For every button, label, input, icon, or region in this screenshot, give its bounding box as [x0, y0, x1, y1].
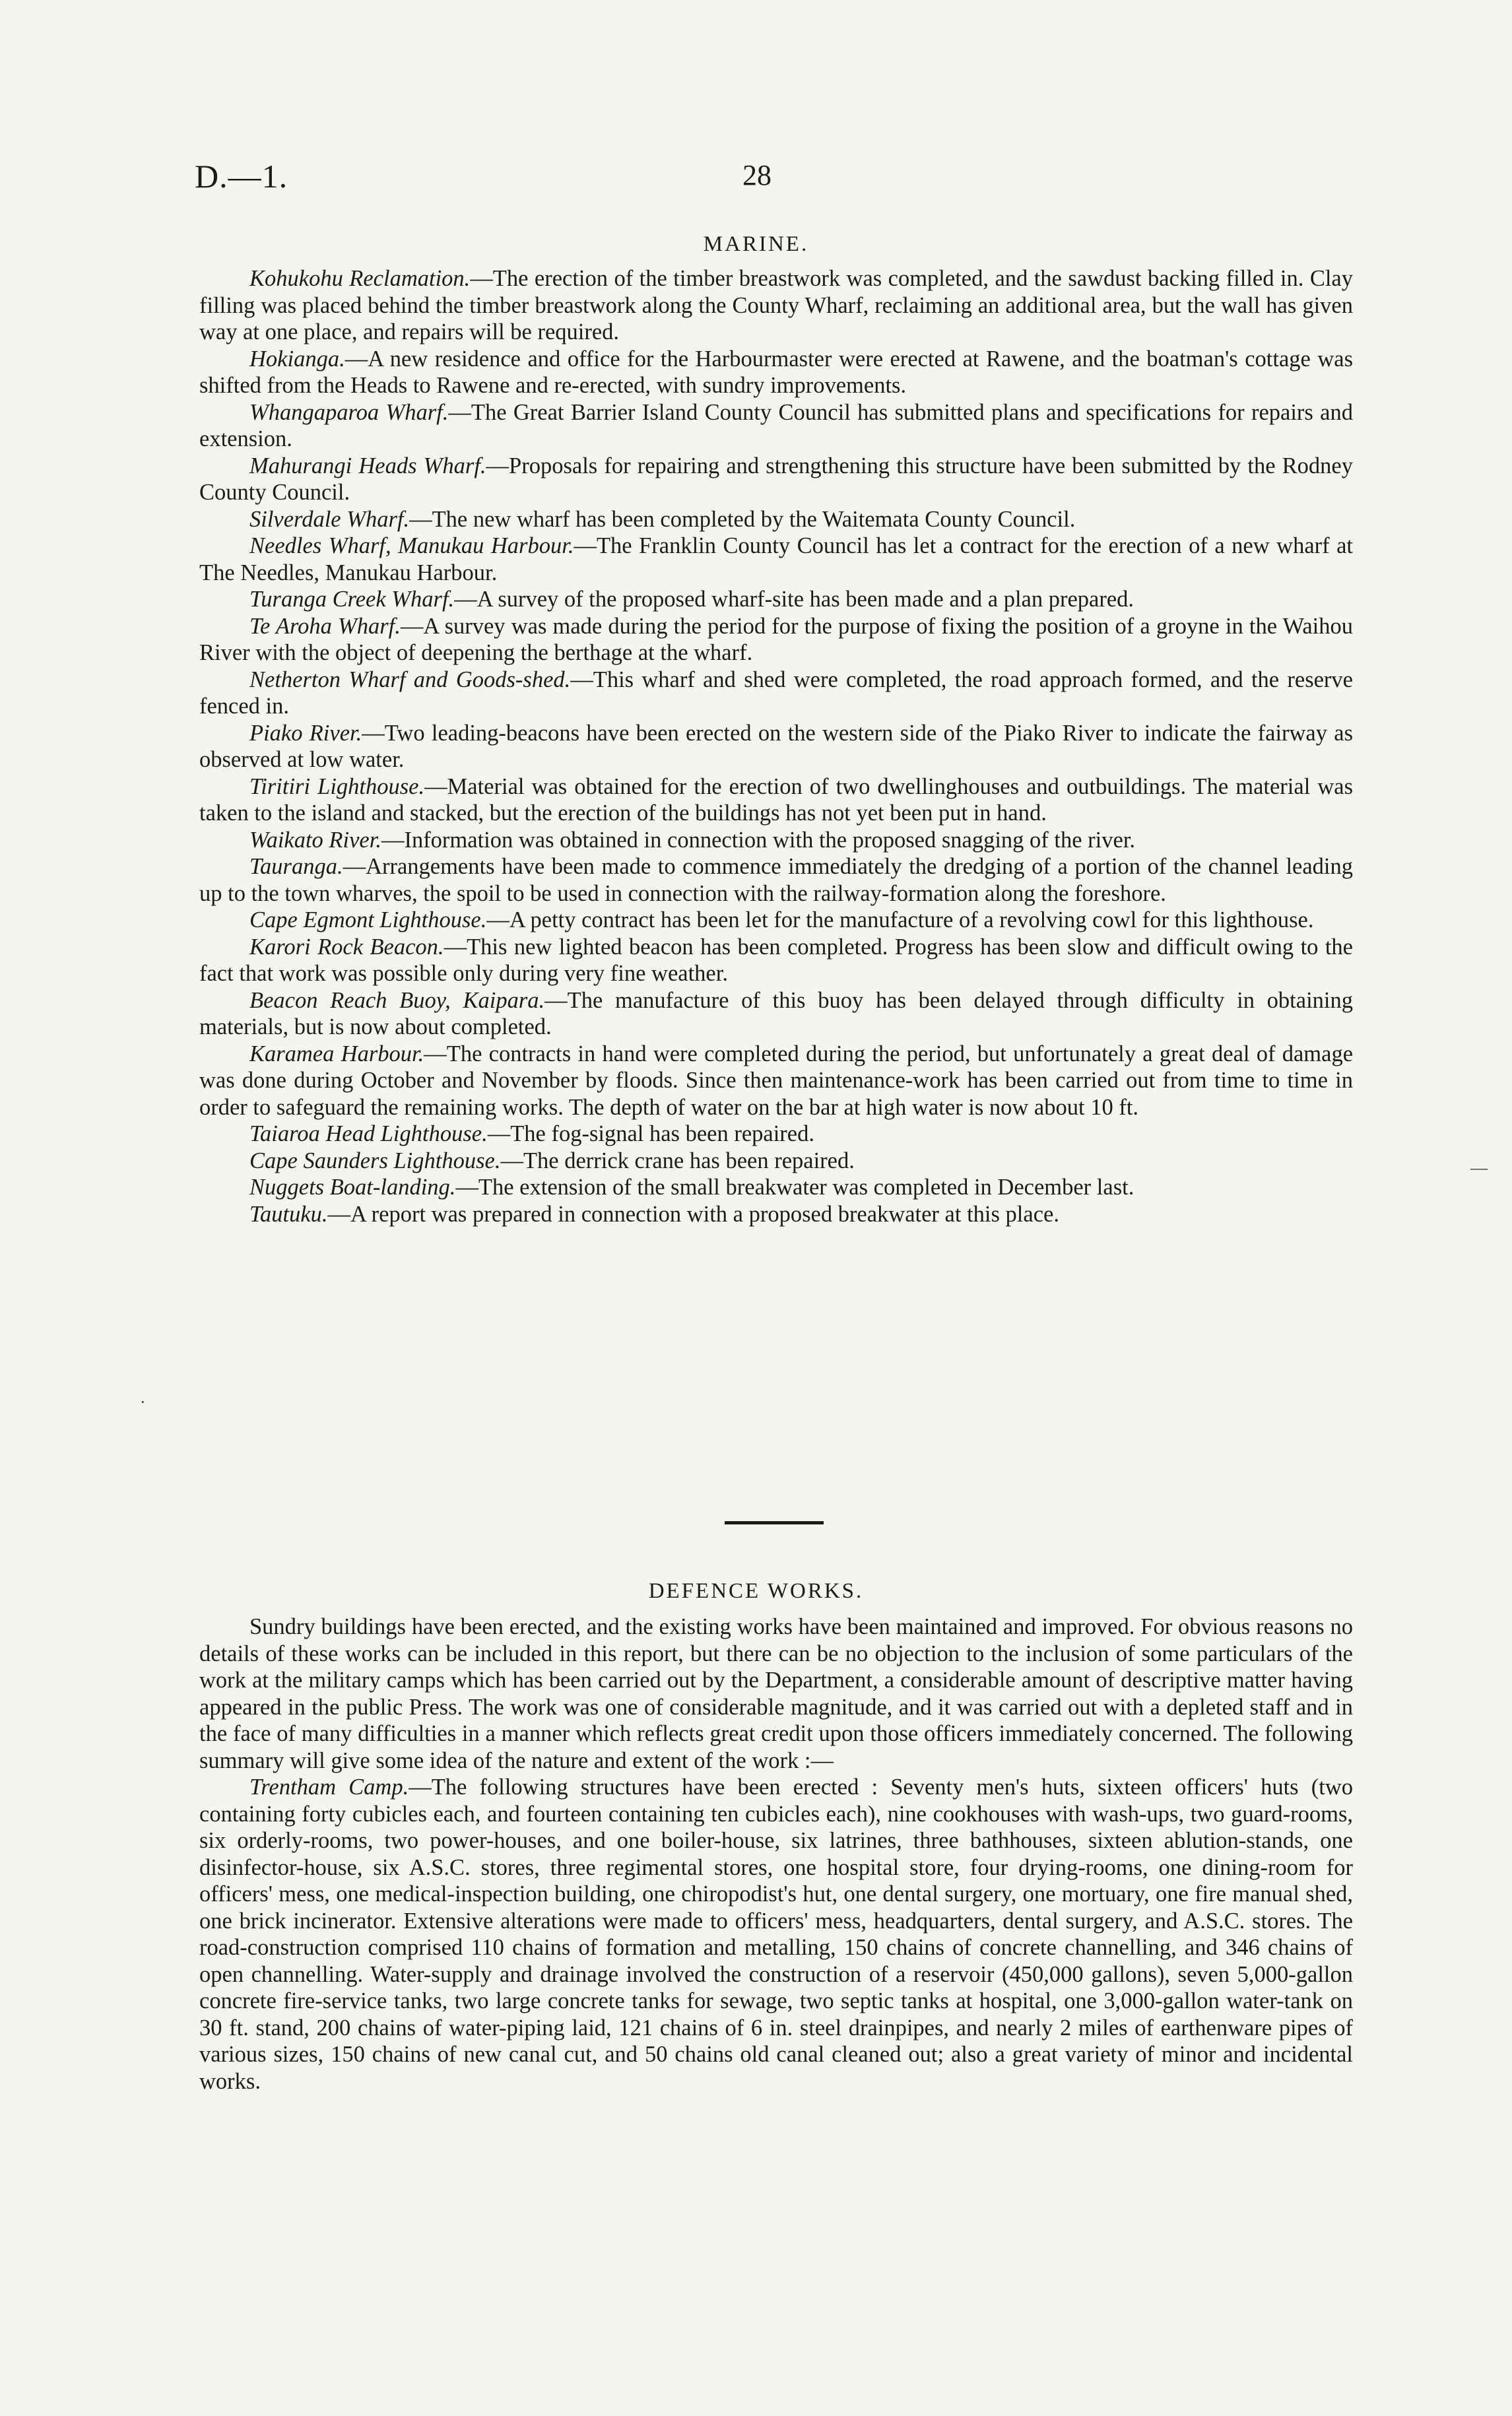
entry-text: —Material was obtained for the erection of two dwellinghouses and outbuildings. The material was taken to the island and stacked, but the erection of the buildings has not yet been put in hand. [199, 773, 1353, 826]
paragraph [199, 827, 1353, 854]
entry-title: Whangaparoa Wharf. [249, 399, 449, 425]
entry-text: —A report was prepared in connection with a proposed breakwater at this place. [327, 1201, 1059, 1227]
entry-title: Piako River. [249, 720, 362, 746]
paragraph [199, 907, 1353, 934]
entry-text: —Arrangements have been made to commence immediately the dredging of a portion of the channel leading up to the town wharves, the spoil to be used in connection with the railway-formation along the foreshore. [199, 854, 1353, 906]
entry-title: Cape Egmont Lighthouse. [249, 907, 487, 932]
entry-title: Tauranga. [249, 854, 343, 879]
entry-title: Needles Wharf, Manukau Harbour. [249, 533, 574, 558]
paragraph [199, 453, 1353, 506]
entry-title: Taiaroa Head Lighthouse. [249, 1121, 488, 1146]
entry-title: Te Aroha Wharf. [249, 613, 401, 639]
section-divider [725, 1521, 824, 1524]
paragraph [199, 1774, 1353, 2095]
entry-title: Nuggets Boat-landing. [249, 1175, 456, 1200]
section-title-defence: DEFENCE WORKS. [648, 1579, 864, 1603]
margin-mark: — [1470, 1158, 1488, 1177]
paragraph [199, 987, 1353, 1041]
paragraph [199, 586, 1353, 613]
paragraph [199, 1041, 1353, 1121]
entry-title: Karamea Harbour. [249, 1041, 424, 1066]
entry-title: Tiritiri Lighthouse. [249, 773, 425, 799]
paragraph [199, 533, 1353, 586]
defence-section [199, 1614, 1353, 2095]
entry-text: —A petty contract has been let for the manufacture of a revolving cowl for this lighthouse. [486, 907, 1314, 932]
entry-text: —The Great Barrier Island County Council has submitted plans and specifications for repairs and extension. [199, 399, 1353, 451]
entry-text: —The erection of the timber breastwork was completed, and the sawdust backing filled in. Clay filling was placed behind the timber breastwork along the County Wharf, reclaiming an additional area, but the wall has given way at one place, and repairs will be required. [199, 266, 1353, 344]
paragraph [199, 667, 1353, 720]
entry-text: —The extension of the small breakwater was completed in December last. [455, 1175, 1134, 1200]
margin-mark: · [140, 1392, 146, 1412]
paragraph [199, 773, 1353, 827]
entry-title: Tautuku. [249, 1201, 328, 1227]
entry-text: —A survey was made during the period for the purpose of fixing the position of a groyne in the Waihou River with the object of deepening the berthage at the wharf. [199, 613, 1353, 665]
paragraph [199, 720, 1353, 773]
entry-text: —A survey of the proposed wharf-site has been made and a plan prepared. [454, 587, 1134, 612]
entry-text: —Two leading-beacons have been erected on the western side of the Piako River to indicate the fairway as observed at low water. [199, 720, 1354, 772]
entry-title: Mahurangi Heads Wharf. [249, 453, 486, 478]
entry-title: Turanga Creek Wharf. [249, 587, 455, 612]
entry-text: —The new wharf has been completed by the Waitemata County Council. [409, 506, 1076, 532]
entry-text: —The fog-signal has been repaired. [487, 1121, 814, 1146]
paragraph [199, 934, 1353, 987]
entry-title: Kohukohu Reclamation. [249, 266, 471, 291]
entry-title: Trentham Camp. [249, 1775, 409, 1800]
paragraph [199, 346, 1353, 399]
entry-title: Netherton Wharf and Goods-shed. [249, 667, 571, 692]
entry-text: —The derrick crane has been repaired. [500, 1148, 855, 1173]
paragraph [199, 1201, 1353, 1228]
entry-text: —Proposals for repairing and strengthening this structure have been submitted by the Rodney County Council. [199, 453, 1353, 505]
paragraph [199, 853, 1353, 907]
paragraph [199, 265, 1353, 346]
paragraph [199, 1174, 1353, 1201]
entry-title: Hokianga. [249, 346, 345, 372]
paragraph [199, 1121, 1353, 1148]
entry-text: —The contracts in hand were completed during the period, but unfortunately a great deal of damage was done during October and November by floods. Since then maintenance-work has been carried out from time to time in order to safeguard the remaining works. The depth of water on the bar at high water is now about 10 ft. [199, 1041, 1354, 1120]
entry-text: —The following structures have been erected : Seventy men's huts, sixteen officers' huts (two containing forty cubicles each, and fourteen containing ten cubicles each), nine cookhouses with wash-ups, two guard-rooms, six orderly-rooms, two power-houses, and one boiler-house, six latrines, three bathhouses, sixteen ablution-stands, one disinfector-house, six A.S.C. stores, three regimental stores, one hospital store, four drying-rooms, one dining-room for officers' mess, one medical-inspection building, one chiropodist's hut, one dental surgery, one mortuary, one fire manual shed, one brick incinerator. Extensive alterations were made to officers' mess, headquarters, dental surgery, and A.S.C. stores. The road-construction comprised 110 chains of formation and metalling, 150 chains of concrete channelling, and 346 chains of open channelling. Water-supply and drainage involved the construction of a reservoir (450,000 gallons), seven 5,000-gallon concrete fire-service tanks, two large concrete tanks for sewage, two septic tanks at hospital, one 3,000-gallon water-tank on 30 ft. stand, 200 chains of water-piping laid, 121 chains of 6 in. steel drainpipes, and nearly 2 miles of earthenware pipes of various sizes, 150 chains of new canal cut, and 50 chains old canal cleaned out; also a great variety of minor and incidental works. [199, 1775, 1353, 2094]
page-number: 28 [742, 159, 772, 191]
entry-text: —This new lighted beacon has been completed. Progress has been slow and difficult owing to the fact that work was possible only during very fine weather. [199, 934, 1353, 986]
paragraph [199, 613, 1353, 667]
entry-text: —The manufacture of this buoy has been delayed through difficulty in obtaining materials, but is now about completed. [199, 987, 1353, 1039]
entry-title: Cape Saunders Lighthouse. [249, 1148, 501, 1173]
document-reference: D.—1. [195, 158, 288, 195]
entry-title: Waikato River. [249, 827, 381, 853]
entry-title: Karori Rock Beacon. [249, 934, 444, 960]
entry-text: —The Franklin County Council has let a contract for the erection of a new wharf at The Needles, Manukau Harbour. [199, 533, 1353, 585]
entry-text: —Information was obtained in connection with the proposed snagging of the river. [381, 827, 1136, 853]
paragraph [199, 1148, 1353, 1175]
paragraph [199, 399, 1353, 453]
paragraph [199, 506, 1353, 533]
entry-text: —This wharf and shed were completed, the road approach formed, and the reserve fenced in. [199, 667, 1353, 719]
section-title-marine: MARINE. [703, 232, 809, 256]
entry-title: Silverdale Wharf. [249, 506, 410, 532]
entry-text: —A new residence and office for the Harbourmaster were erected at Rawene, and the boatman's cottage was shifted from the Heads to Rawene and re-erected, with sundry improvements. [199, 346, 1353, 398]
entry-title: Beacon Reach Buoy, Kaipara. [249, 987, 545, 1013]
paragraph: Sundry buildings have been erected, and the existing works have been maintained and improved. For obvious reasons no details of these works can be included in this report, but there can be no objection to the inclusion of some particulars of the work at the military camps which has been carried out by the Department, a considerable amount of descriptive matter having appeared in the public Press. The work was one of considerable magnitude, and it was carried out with a depleted staff and in the face of many difficulties in a manner which reflects great credit upon those officers immediately concerned. The following summary will give some idea of the nature and extent of the work :— [199, 1614, 1353, 1773]
marine-section [199, 265, 1353, 1227]
